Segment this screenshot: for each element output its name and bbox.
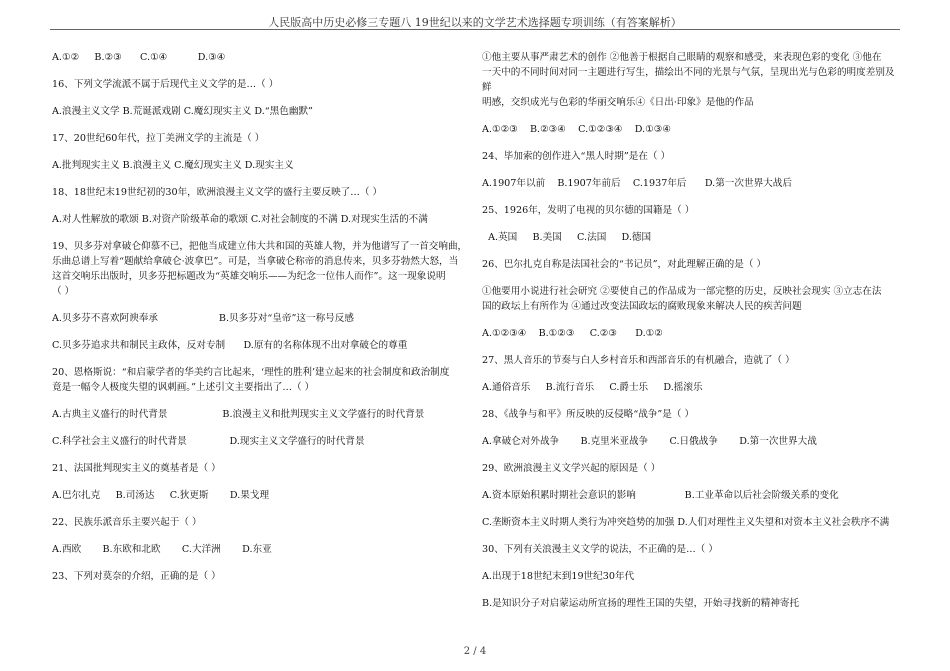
- page-header: 人民版高中历史必修三专题八 19世纪以来的文学艺术选择题专项训练（有答案解析）: [268, 16, 682, 29]
- q23-statements-3: 明感，交织成光与色彩的华丽交响乐④《日出·印象》是他的作品: [482, 97, 754, 108]
- q19-stem-2: 乐曲总谱上写着“题献给拿破仑·波拿巴”。可是，当拿破仑称帝的消息传来，贝多芬勃然大怒，当: [52, 256, 459, 267]
- q18-stem: 18、18世纪末19世纪初的30年，欧洲浪漫主义文学的盛行主要反映了…（ ）: [52, 187, 383, 198]
- q21-stem: 21、法国批判现实主义的奠基者是（ ）: [52, 463, 221, 474]
- q23-options: A.①②③ B.②③④ C.①②③④ D.①③④: [482, 124, 671, 135]
- q30-option-a: A.出现于18世纪末到19世纪30年代: [482, 571, 635, 582]
- q29-stem: 29、欧洲浪漫主义文学兴起的原因是（ ）: [482, 463, 661, 474]
- q19-stem-4: （ ）: [52, 286, 75, 297]
- q25-stem: 25、1926年，发明了电视的贝尔德的国籍是（ ）: [482, 205, 695, 216]
- q24-options: A.1907年以前 B.1907年前后 C.1937年后 D.第一次世界大战后: [482, 178, 792, 189]
- q27-options: A.通俗音乐 B.流行音乐 C.爵士乐 D.摇滚乐: [482, 382, 703, 393]
- q28-options: A.拿破仑对外战争 B.克里米亚战争 C.日俄战争 D.第一次世界大战: [482, 436, 817, 447]
- q24-stem: 24、毕加索的创作进入“黑人时期”是在（ ）: [482, 151, 671, 162]
- q26-statements-1: ①他要用小说进行社会研究 ②要使自己的作品成为一部完整的历史，反映社会现实 ③立志在法: [482, 286, 882, 297]
- q30-option-b: B.是知识分子对启蒙运动所宣扬的理性王国的失望，开始寻找新的精神寄托: [482, 598, 800, 609]
- q30-stem: 30、下列有关浪漫主义文学的说法，不正确的是…（ ）: [482, 544, 718, 555]
- q21-options: A.巴尔扎克 B.司汤达 C.狄更斯 D.果戈理: [52, 490, 270, 501]
- q26-stem: 26、巴尔扎克自称是法国社会的“书记员”，对此理解正确的是（ ）: [482, 259, 767, 270]
- q27-stem: 27、黑人音乐的节奏与白人乡村音乐和西部音乐的有机融合，造就了（ ）: [482, 355, 795, 366]
- q18-options: A.对人性解放的歌颂 B.对资产阶级革命的歌颂 C.对社会制度的不满 D.对现实生活的不满: [52, 214, 428, 225]
- q23-statements-2: 一天中的不同时间对同一主题进行写生，描绘出不同的光景与气氛，呈现出光与色彩的明度差别及鲜: [482, 67, 895, 93]
- q20-stem-1: 20、恩格斯说：“和启蒙学者的华美约言比起来，‘理性的胜利’建立起来的社会制度和政治制度: [52, 367, 450, 378]
- q22-options: A.西欧 B.东欧和北欧 C.大洋洲 D.东亚: [52, 544, 272, 555]
- q26-statements-2: 国的政坛上有所作为 ④通过改变法国政坛的腐败现象来解决人民的疾苦问题: [482, 301, 802, 312]
- q23-statements-1: ①他主要从事严肃艺术的创作 ②他善于根据自己眼睛的观察和感受，来表现色彩的变化 ③他在: [482, 52, 882, 63]
- q20-stem-2: 竟是一幅令人极度失望的讽刺画。”上述引文主要指出了…（ ）: [52, 382, 315, 393]
- right-column: [482, 50, 900, 611]
- header-rule: [50, 29, 900, 30]
- q20-options-1: A.古典主义盛行的时代背景 B.浪漫主义和批判现实主义文学盛行的时代背景: [52, 409, 425, 420]
- q19-options-1: A.贝多芬不喜欢阿谀奉承 B.贝多芬对“皇帝”这一称号反感: [52, 313, 354, 324]
- q28-stem: 28、《战争与和平》所反映的反侵略“战争”是（ ）: [482, 409, 695, 420]
- q17-options: A.批判现实主义 B.浪漫主义 C.魔幻现实主义 D.现实主义: [52, 160, 294, 171]
- q16-options: A.浪漫主义文学 B.荒诞派戏剧 C.魔幻现实主义 D.“黑色幽默”: [52, 106, 313, 117]
- q22-stem: 22、民族乐派音乐主要兴起于（ ）: [52, 517, 202, 528]
- q23-stem: 23、下列对莫奈的介绍，正确的是（ ）: [52, 571, 221, 582]
- q16-stem: 16、下列文学流派不属于后现代主义文学的是…（ ）: [52, 79, 279, 90]
- q20-options-2: C.科学社会主义盛行的时代背景 D.现实主义文学盛行的时代背景: [52, 436, 365, 447]
- q19-stem-3: 这首交响乐出版时，贝多芬把标题改为“英雄交响乐——为纪念一位伟人而作”。这一现象说明: [52, 271, 446, 282]
- q26-options: A.①②③④ B.①②③ C.②③ D.①②: [482, 328, 663, 339]
- q29-options-2: C.垄断资本主义时期人类行为冲突趋势的加强 D.人们对理性主义失望和对资本主义社会秩序不满: [482, 517, 890, 528]
- q19-options-2: C.贝多芬追求共和制民主政体，反对专制 D.原有的名称体现不出对拿破仑的尊重: [52, 340, 408, 351]
- q15-options: A.①② B.②③ C.①④ D.③④: [52, 52, 226, 63]
- q17-stem: 17、20世纪60年代，拉丁美洲文学的主流是（ ）: [52, 133, 265, 144]
- q29-options-1: A.资本原始积累时期社会意识的影响 B.工业革命以后社会阶级关系的变化: [482, 490, 839, 501]
- left-column: [52, 50, 470, 584]
- q25-options: A.英国 B.美国 C.法国 D.德国: [482, 232, 652, 243]
- q19-stem-1: 19、贝多芬对拿破仑仰慕不已，把他当成建立伟大共和国的英雄人物，并为他谱写了一首交响曲，: [52, 241, 468, 252]
- page-number: 2 / 4: [463, 646, 487, 657]
